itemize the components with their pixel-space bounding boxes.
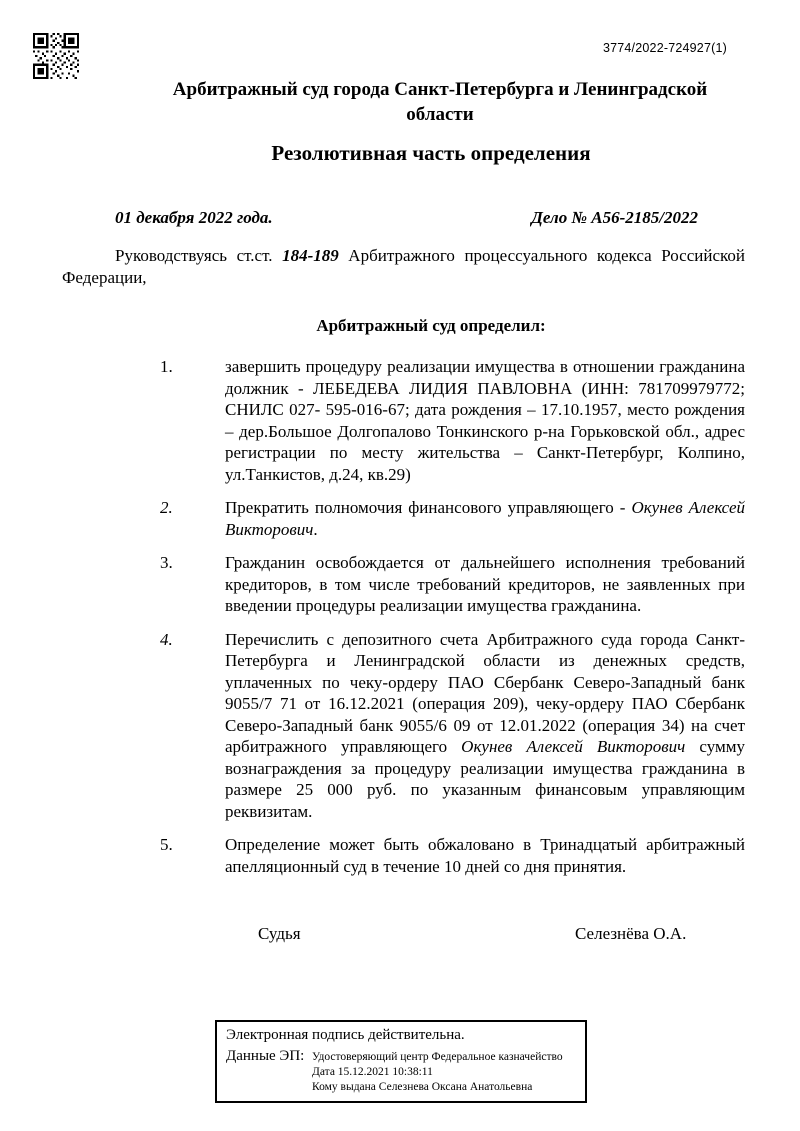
preamble-lead: Руководствуясь ст.ст. bbox=[115, 246, 283, 265]
item-number: 2. bbox=[160, 498, 173, 517]
item-text: завершить процедуру реализации имущества в отношении гражданина должник - ЛЕБЕДЕВА ЛИДИЯ ПАВЛОВНА (ИНН: 781709979772; СНИЛС 027- 595-016-67; дата рождения – 17.10.1957, место рождения – дер.Большое Долгопалово Тонкинского р-на Горьковской обл., адрес регистрации по месту жительства – Санкт-Петербург, Колпино, ул.Танкистов, д.24, кв.29) bbox=[225, 357, 745, 484]
item-text: Определение может быть обжаловано в Тринадцатый арбитражный апелляционный суд в течение 10 дней со дня принятия. bbox=[225, 835, 745, 876]
judge-name: Селезнёва О.А. bbox=[575, 924, 687, 943]
preamble-articles: 184-189 bbox=[282, 246, 339, 265]
signature-date: Дата 15.12.2021 10:38:11 bbox=[312, 1066, 433, 1078]
court-title: Арбитражный суд города Санкт-Петербурга и Ленинградской области bbox=[172, 79, 708, 125]
item-number: 4. bbox=[160, 629, 173, 649]
manager-name: Окунев Алексей Викторович bbox=[225, 498, 745, 539]
signoff-row bbox=[62, 924, 745, 946]
preamble-paragraph bbox=[62, 245, 745, 288]
item-text: . bbox=[313, 519, 318, 539]
item-text: Гражданин освобождается от дальнейшего исполнения требований кредиторов, в том числе требований кредиторов, не заявленных при введении процедуры реализации имущества гражданина. bbox=[225, 553, 745, 615]
ruling-item-2 bbox=[160, 497, 745, 540]
signature-details bbox=[312, 1047, 563, 1095]
signature-valid-text: Электронная подпись действительна. bbox=[226, 1027, 465, 1043]
ruling-heading: Арбитражный суд определил: bbox=[316, 316, 546, 335]
ruling-item-4 bbox=[160, 629, 745, 823]
ruling-item-5 bbox=[160, 834, 745, 877]
item-text: Прекратить полномочия финансового управляющего - bbox=[225, 498, 632, 517]
ruling-item-1 bbox=[160, 356, 745, 485]
date-case-row bbox=[62, 208, 745, 228]
signature-authority: Удостоверяющий центр Федеральное казначейство bbox=[312, 1051, 563, 1063]
signature-data-label: Данные ЭП: bbox=[226, 1048, 305, 1064]
item-number: 1. bbox=[160, 357, 173, 376]
case-number: Дело № А56-2185/2022 bbox=[531, 208, 698, 227]
electronic-signature-stamp bbox=[215, 1020, 587, 1103]
signature-data-row bbox=[226, 1047, 576, 1095]
preamble-rest: Арбитражного процессуального кодекса Российской Федерации, bbox=[62, 246, 745, 287]
ruling-list bbox=[62, 356, 745, 877]
document-number: 3774/2022-724927(1) bbox=[602, 41, 727, 55]
item-number: 5. bbox=[160, 835, 173, 854]
qr-code-icon bbox=[33, 33, 79, 79]
document-title: Резолютивная часть определения bbox=[271, 141, 591, 165]
ruling-date: 01 декабря 2022 года. bbox=[115, 208, 273, 227]
ruling-item-3 bbox=[160, 552, 745, 617]
manager-name: Окунев Алексей Викторович bbox=[461, 737, 686, 756]
item-text: сумму вознаграждения за процедуру реализации имущества гражданина в размере 25 000 руб. по указанным финансовым управляющим реквизитам. bbox=[225, 737, 745, 821]
judge-label: Судья bbox=[258, 924, 301, 943]
item-text: Перечислить с депозитного счета Арбитражного суда города Санкт-Петербурга и Ленинградской области из денежных средств, уплаченных по чеку-ордеру ПАО Сбербанк Северо-Западный банк 9055/7 71 от 16.12.2021 (операция 209), чеку-ордеру ПАО Сбербанк Северо-Западный банк 9055/6 09 от 12.01.2022 (операция 34) на счет арбитражного управляющего bbox=[225, 629, 745, 756]
item-number: 3. bbox=[160, 553, 173, 572]
signature-issued-to: Кому выдана Селезнева Оксана Анатольевна bbox=[312, 1081, 533, 1093]
